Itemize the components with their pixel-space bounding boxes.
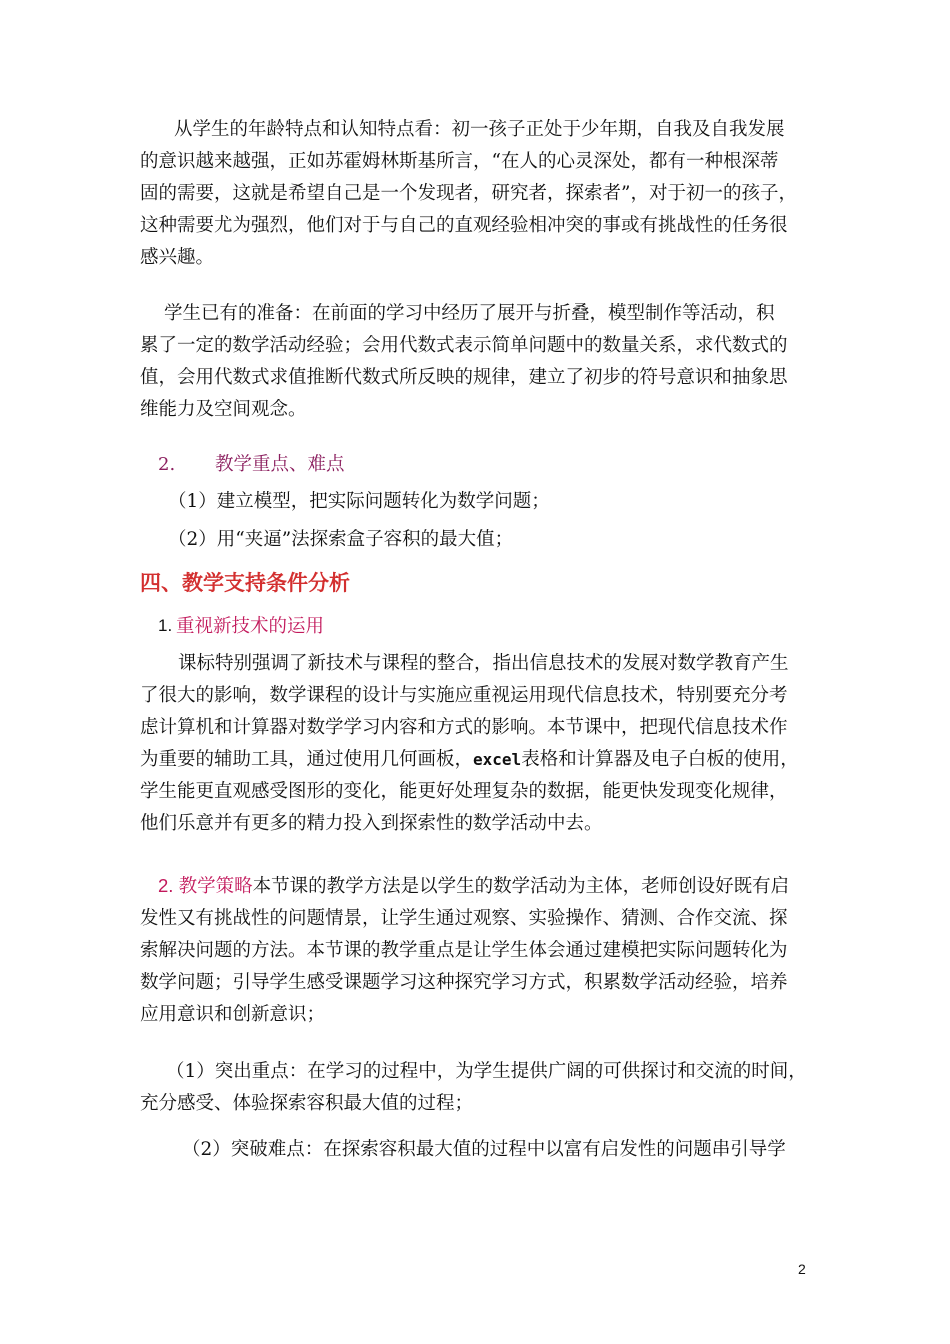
heading-number: 2. <box>158 454 176 475</box>
text-line: 累了一定的数学活动经验；会用代数式表示简单问题中的数量关系，求代数式的 <box>140 335 788 356</box>
text-line: 学生能更直观感受图形的变化，能更好处理复杂的数据，能更快发现变化规律， <box>140 781 788 802</box>
text-line-with-excel <box>140 744 820 776</box>
text-line: 固的需要，这就是希望自己是一个发现者，研究者，探索者”，对于初一的孩子， <box>140 183 797 204</box>
list-item: （2）用“夹逼”法探索盒子容积的最大值； <box>168 529 514 550</box>
text-line: 维能力及空间观念。 <box>140 399 307 420</box>
text-line: 学生已有的准备：在前面的学习中经历了展开与折叠，模型制作等活动，积 <box>164 303 775 324</box>
text-line: 他们乐意并有更多的精力投入到探索性的数学活动中去。 <box>140 813 603 834</box>
text-segment: 表格和计算器及电子白板的使用， <box>521 749 799 770</box>
list-item: （1）建立模型，把实际问题转化为数学问题； <box>168 491 550 512</box>
text-line: 课标特别强调了新技术与课程的整合，指出信息技术的发展对数学教育产生 <box>178 653 789 674</box>
strategy-label: 2. 教学策略 <box>158 875 253 896</box>
text-line: 数学问题；引导学生感受课题学习这种探究学习方式，积累数学活动经验，培养 <box>140 972 788 993</box>
key-points-list <box>140 486 820 556</box>
paragraph-technology <box>140 648 820 840</box>
text-line: 应用意识和创新意识； <box>140 1004 326 1025</box>
paragraph-age-features <box>140 114 820 274</box>
text-line: 索解决问题的方法。本节课的教学重点是让学生体会通过建模把实际问题转化为 <box>140 940 788 961</box>
text-line: （2）突破难点：在探索容积最大值的过程中以富有启发性的问题串引导学 <box>182 1139 786 1160</box>
text-segment: 本节课的教学方法是以学生的数学活动为主体，老师创设好既有启 <box>252 876 790 897</box>
subheading-number: 1. <box>158 616 173 635</box>
text-line: 从学生的年龄特点和认知特点看：初一孩子正处于少年期，自我及自我发展 <box>174 119 785 140</box>
paragraph-highlight-key <box>140 1056 820 1120</box>
heading-key-points: 教学重点、难点 <box>215 454 345 475</box>
text-line: 的意识越来越强，正如苏霍姆林斯基所言，“在人的心灵深处，都有一种根深蒂 <box>140 151 779 172</box>
section-title: 四、教学支持条件分析 <box>140 570 350 595</box>
text-segment: 为重要的辅助工具，通过使用几何画板， <box>140 749 474 770</box>
text-line: 虑计算机和计算器对数学学习内容和方式的影响。本节课中，把现代信息技术作 <box>140 717 788 738</box>
text-line: 感兴趣。 <box>140 247 215 268</box>
text-line <box>140 870 820 903</box>
paragraph-break-difficulty <box>140 1134 820 1166</box>
excel-term: excel <box>473 750 522 769</box>
subheading-new-technology: 重视新技术的运用 <box>176 615 325 636</box>
text-line: 发性又有挑战性的问题情景，让学生通过观察、实验操作、猜测、合作交流、探 <box>140 908 788 929</box>
page-number: 2 <box>798 1261 806 1277</box>
paragraph-teaching-strategy <box>140 870 820 1031</box>
text-line: 这种需要尤为强烈，他们对于与自己的直观经验相冲突的事或有挑战性的任务很 <box>140 215 788 236</box>
paragraph-student-preparation <box>140 298 820 426</box>
text-line: （1）突出重点：在学习的过程中，为学生提供广阔的可供探讨和交流的时间， <box>166 1061 807 1082</box>
text-line: 了很大的影响，数学课程的设计与实施应重视运用现代信息技术，特别要充分考 <box>140 685 788 706</box>
text-line: 值，会用代数式求值推断代数式所反映的规律，建立了初步的符号意识和抽象思 <box>140 367 788 388</box>
text-line: 充分感受、体验探索容积最大值的过程； <box>140 1093 474 1114</box>
